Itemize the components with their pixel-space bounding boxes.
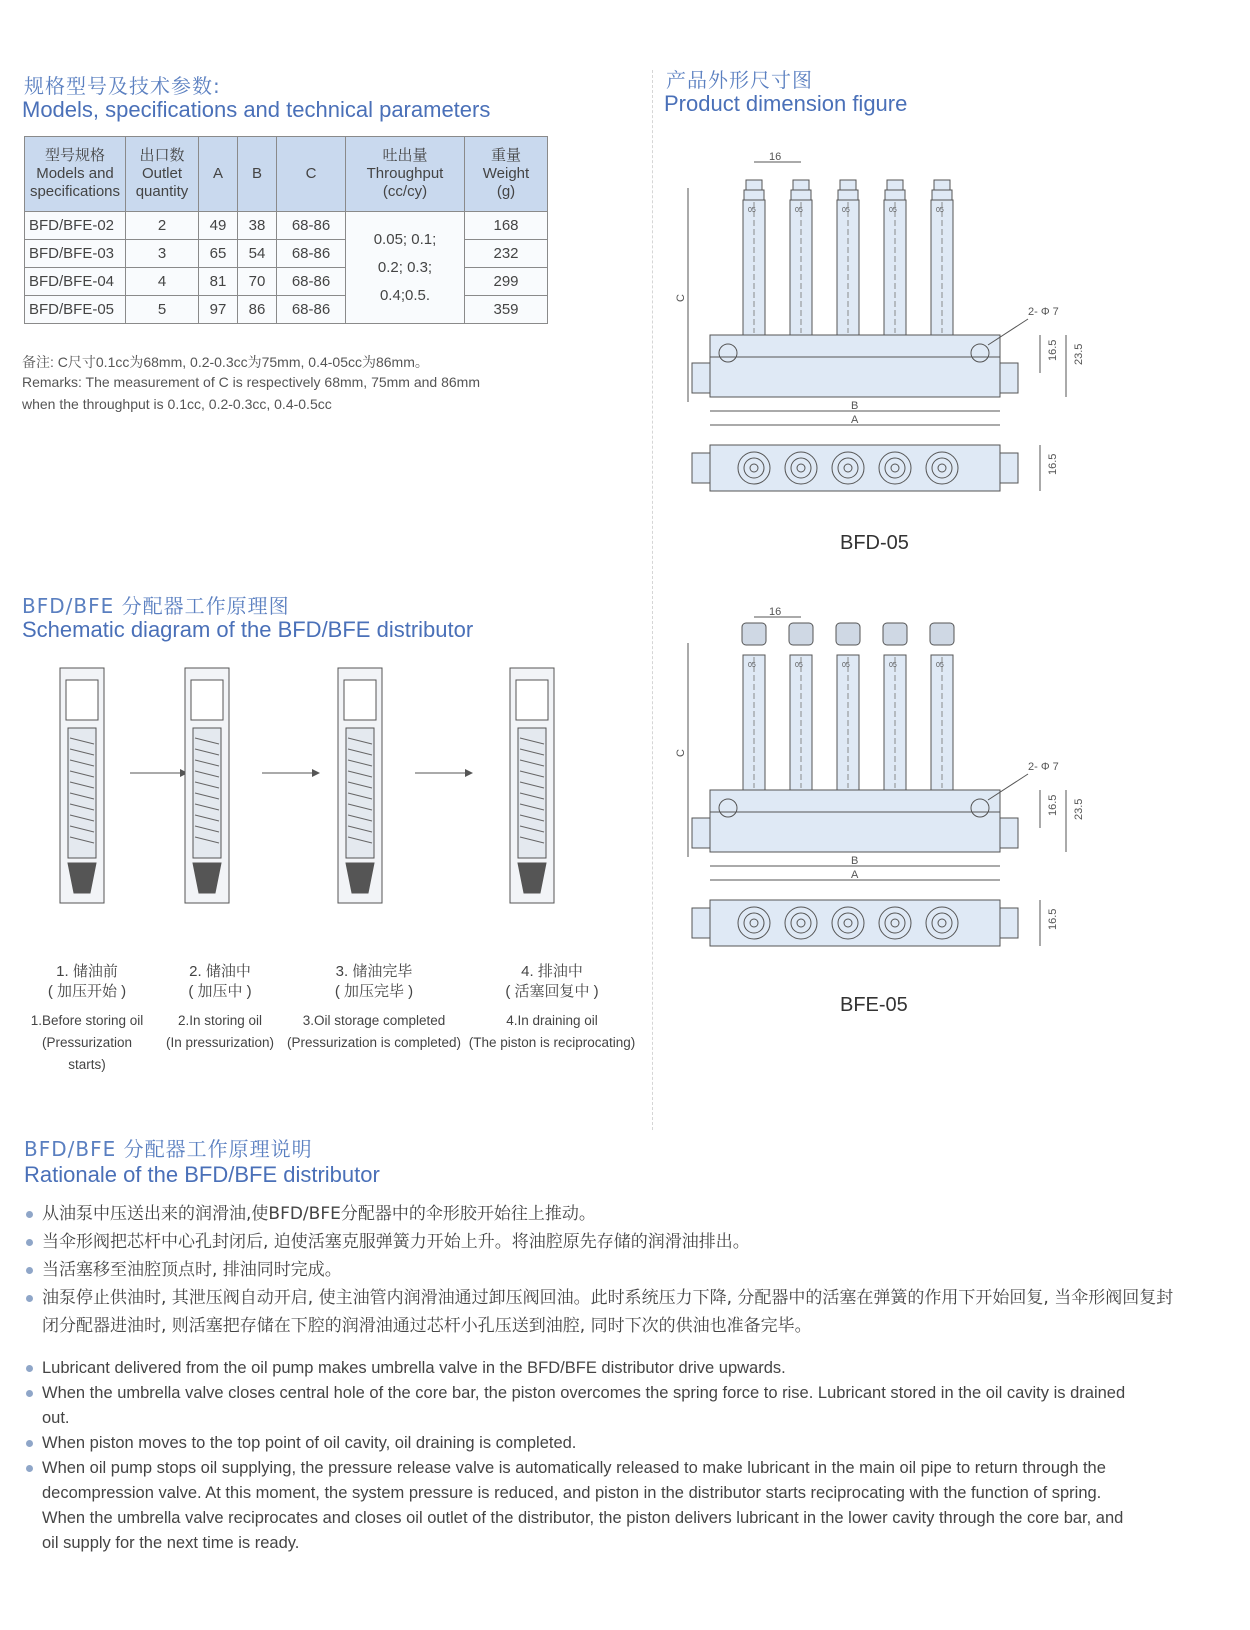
- schematic-diagram: [20, 668, 640, 948]
- height-label-1: 16.5: [1047, 339, 1059, 361]
- col-a: A: [199, 137, 238, 212]
- height-label-3: 16.5: [1047, 908, 1059, 930]
- stage-4-caption: 4. 排油中 ( 活塞回复中 ) 4.In draining oil (The piston is reciprocating): [468, 963, 636, 1050]
- outlet-nut: [791, 190, 811, 200]
- height-label-3: 16.5: [1047, 453, 1059, 475]
- outlet-nut: [885, 190, 905, 200]
- base-block: [710, 790, 1000, 852]
- stage-arrow-head: [312, 769, 320, 777]
- outlet-fitting: [836, 623, 860, 645]
- col-throughput: 吐出量 Throughput (cc/cy): [346, 137, 465, 212]
- stage-2-caption: 2. 储油中 ( 加压中 ) 2.In storing oil (In pressurization): [165, 963, 275, 1050]
- a-label: A: [851, 414, 859, 426]
- col-outlet: 出口数 Outlet quantity: [126, 137, 199, 212]
- outlet-fitting: [742, 623, 766, 645]
- b-label: B: [851, 400, 859, 412]
- inlet-plug: [1000, 908, 1018, 938]
- holes-label: 2- Φ 7: [1028, 306, 1059, 318]
- spec-table: [24, 136, 548, 324]
- rationale-en-list: [24, 1356, 1134, 1556]
- note-cn: 备注: C尺寸0.1cc为68mm, 0.2-0.3cc为75mm, 0.4-05cc为86mm。: [22, 354, 429, 370]
- pitch-label: 16: [769, 606, 782, 618]
- throughput-values: 0.05; 0.1; 0.2; 0.3; 0.4;0.5.: [346, 212, 465, 324]
- outlet-nut: [744, 190, 764, 200]
- inlet-plug: [1000, 818, 1018, 848]
- list-item: When oil pump stops oil supplying, the pressure release valve is automatically released to make lubricant in the main oil pipe to return through the decompression valve. At this moment, the system pressure is reduced, and piston in the distributor starts reciprocating with the function of spring. When the umbrella valve reciprocates and closes oil outlet of the distributor, the piston delivers lubricant in the lower cavity through the core bar, and oil supply for the next time is ready.: [24, 1456, 1134, 1556]
- height-label-2: 23.5: [1073, 798, 1085, 820]
- stage-3-caption: 3. 储油完毕 ( 加压完毕 ) 3.Oil storage completed (Pressurization is completed): [286, 963, 462, 1050]
- inlet-plug: [1000, 453, 1018, 483]
- schematic-title-en: Schematic diagram of the BFD/BFE distributor: [22, 617, 474, 642]
- outlet-cavity: [66, 680, 98, 720]
- dimension-title-cn: 产品外形尺寸图: [666, 68, 813, 92]
- b-label: B: [851, 855, 859, 867]
- piston-cavity: [346, 728, 374, 858]
- table-row: BFD/BFE-05 5 97 86 68-86 359: [25, 296, 548, 324]
- outlet-nut: [932, 190, 952, 200]
- table-row: BFD/BFE-04 4 81 70 68-86 299: [25, 268, 548, 296]
- rationale-title-cn: BFD/BFE 分配器工作原理说明: [24, 1137, 313, 1161]
- inlet-plug: [692, 453, 710, 483]
- piston-cavity: [193, 728, 221, 858]
- c-dimension-label: C: [675, 749, 687, 757]
- outlet-mark: 05: [748, 662, 756, 669]
- piston-cavity: [68, 728, 96, 858]
- stage-1-caption: 1. 储油前 ( 加压开始 ) 1.Before storing oil (Pressurization starts): [30, 963, 144, 1072]
- outlet-mark: 05: [748, 207, 756, 214]
- schematic-title-cn: BFD/BFE 分配器工作原理图: [22, 594, 290, 618]
- a-label: A: [851, 869, 859, 881]
- table-row: BFD/BFE-02 2 49 38 68-86 0.05; 0.1; 0.2; 0.3; 0.4;0.5. 168: [25, 212, 548, 240]
- rationale-title-en: Rationale of the BFD/BFE distributor: [24, 1162, 380, 1187]
- outlet-mark: 05: [842, 207, 850, 214]
- column-divider: [652, 70, 653, 1130]
- dimension-title-en: Product dimension figure: [664, 91, 908, 116]
- outlet-cavity: [516, 680, 548, 720]
- bfe-dimension-drawing: [675, 605, 1100, 975]
- rationale-cn-list: [24, 1200, 1174, 1340]
- outlet-mark: 05: [936, 207, 944, 214]
- col-b: B: [238, 137, 277, 212]
- inlet-plug: [692, 908, 710, 938]
- table-row: BFD/BFE-03 3 65 54 68-86 232: [25, 240, 548, 268]
- hole-leader: [988, 319, 1028, 345]
- outlet-cavity: [344, 680, 376, 720]
- list-item: Lubricant delivered from the oil pump makes umbrella valve in the BFD/BFE distributor drive upwards.: [24, 1356, 1134, 1381]
- outlet-cavity: [191, 680, 223, 720]
- outlet-mark: 05: [842, 662, 850, 669]
- note-en-1: Remarks: The measurement of C is respectively 68mm, 75mm and 86mm: [22, 374, 481, 390]
- inlet-plug: [1000, 363, 1018, 393]
- list-item: 当活塞移至油腔顶点时, 排油同时完成。: [24, 1256, 1174, 1284]
- bfd-dimension-drawing: [675, 150, 1100, 530]
- piston-cavity: [518, 728, 546, 858]
- col-model: 型号规格 Models and specifications: [25, 137, 126, 212]
- height-label-2: 23.5: [1073, 343, 1085, 365]
- outlet-nut: [887, 180, 903, 190]
- outlet-mark: 05: [936, 662, 944, 669]
- specs-title-cn: 规格型号及技术参数:: [24, 74, 221, 98]
- outlet-nut: [793, 180, 809, 190]
- bfe-model-label: BFE-05: [840, 994, 908, 1016]
- inlet-plug: [692, 818, 710, 848]
- list-item: When the umbrella valve closes central hole of the core bar, the piston overcomes the spring force to rise. Lubricant stored in the oil cavity is drained out.: [24, 1381, 1134, 1431]
- note-en-2: when the throughput is 0.1cc, 0.2-0.3cc, 0.4-0.5cc: [22, 396, 332, 412]
- col-c: C: [277, 137, 346, 212]
- pitch-label: 16: [769, 151, 782, 163]
- list-item: When piston moves to the top point of oil cavity, oil draining is completed.: [24, 1431, 1134, 1456]
- outlet-mark: 05: [795, 207, 803, 214]
- col-weight: 重量 Weight (g): [465, 137, 548, 212]
- c-dimension-label: C: [675, 294, 687, 302]
- outlet-nut: [840, 180, 856, 190]
- list-item: 从油泵中压送出来的润滑油,使BFD/BFE分配器中的伞形胶开始往上推动。: [24, 1200, 1174, 1228]
- outlet-fitting: [883, 623, 907, 645]
- outlet-nut: [746, 180, 762, 190]
- outlet-nut: [934, 180, 950, 190]
- outlet-fitting: [930, 623, 954, 645]
- list-item: 当伞形阀把芯杆中心孔封闭后, 迫使活塞克服弹簧力开始上升。将油腔原先存储的润滑油排出。: [24, 1228, 1174, 1256]
- bfd-model-label: BFD-05: [840, 532, 909, 554]
- height-label-1: 16.5: [1047, 794, 1059, 816]
- holes-label: 2- Φ 7: [1028, 761, 1059, 773]
- specs-title-en: Models, specifications and technical parameters: [22, 97, 491, 122]
- stage-arrow-head: [465, 769, 473, 777]
- inlet-plug: [692, 363, 710, 393]
- hole-leader: [988, 774, 1028, 800]
- spec-table-header: [25, 137, 548, 212]
- outlet-mark: 05: [889, 662, 897, 669]
- outlet-mark: 05: [889, 207, 897, 214]
- outlet-fitting: [789, 623, 813, 645]
- base-block: [710, 335, 1000, 397]
- outlet-mark: 05: [795, 662, 803, 669]
- outlet-nut: [838, 190, 858, 200]
- list-item: 油泵停止供油时, 其泄压阀自动开启, 使主油管内润滑油通过卸压阀回油。此时系统压力下降, 分配器中的活塞在弹簧的作用下开始回复, 当伞形阀回复封闭分配器进油时, 则活塞把存储在下腔的润滑油通过芯杆小孔压送到油腔, 同时下次的供油也准备完毕。: [24, 1284, 1174, 1340]
